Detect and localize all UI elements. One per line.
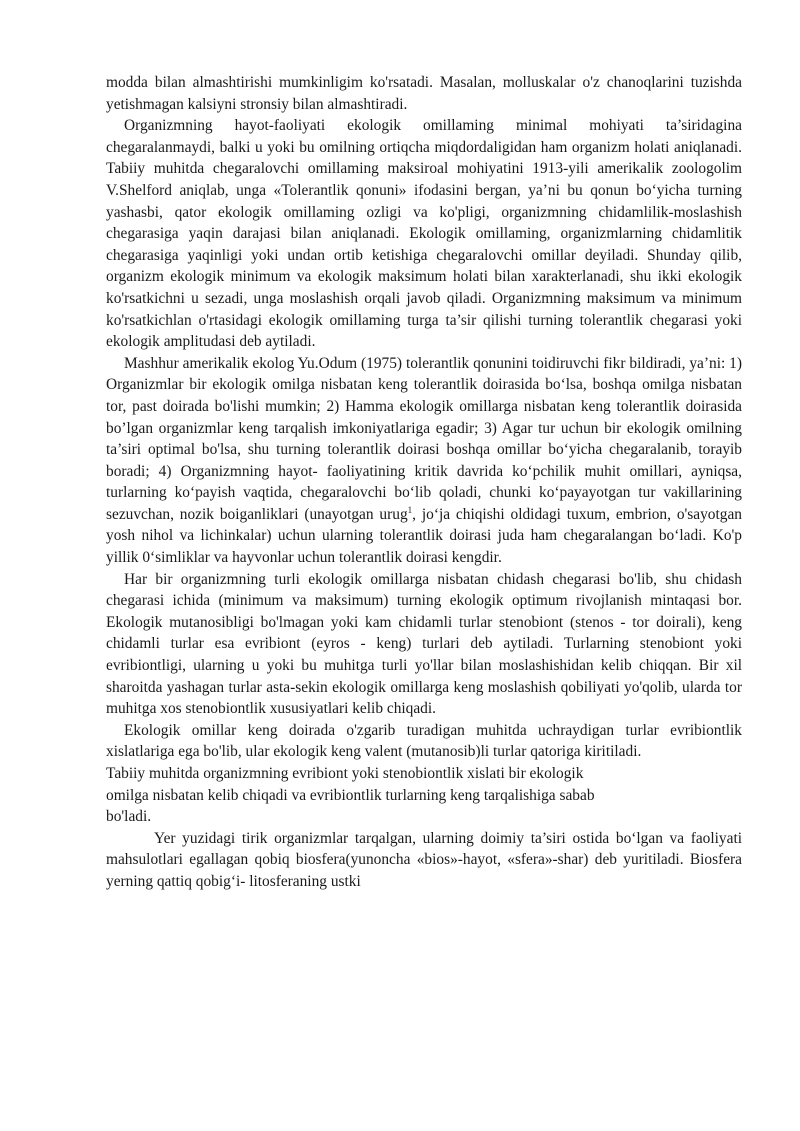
paragraph-3-text-b: , jo‘ja chiqishi oldidagi tuxum, embrion, o'sayotgan yosh nihol va lichinkalar) uchun ularning tolerantlik doirasi juda ham chegaralangan bo‘ladi. Ko'p yillik 0‘simliklar va hayvonlar uchun tolerantlik doirasi kengdir. <box>106 505 743 567</box>
paragraph-1: modda bilan almashtirishi mumkinligim ko'rsatadi. Masalan, molluskalar o'z chanoqlarini tuzishda yetishmagan kalsiyni stronsiy bilan almashtiradi. <box>106 74 742 113</box>
paragraph-6-line-1: Tabiiy muhitda organizmning evribiont yoki stenobiontlik xislati bir ekologik <box>106 765 584 782</box>
footnote-marker: 1 <box>407 504 413 515</box>
paragraph-5: Ekologik omillar keng doirada o'zgarib turadigan muhitda uchraydigan turlar evribiontlik xislatlariga ega bo'lib, ular ekologik keng valent (mutanosib)li turlar qatoriga kiritiladi. <box>106 721 742 761</box>
paragraph-2: Organizmning hayot-faoliyati ekologik omillaming minimal mohiyati ta’siridagina chegaralanmaydi, balki u yoki bu omilning ortiqcha miqdordaligidan ham organizm holati aniqlanadi. Tabiiy muhitda chegaralovchi omillaming maksiroal mohiyatini 1913-yili amerikalik zoologolim V.Shelford aniqlab, unga «Tolerantlik qonuni» ifodasini bergan, ya’ni bu qonun bo‘yicha turning yashasbi, qator ekologik omillaming ozligi va ko'pligi, organizmning chidamlilik-moslashish chegarasiga yaqin darajasi bilan aniqlanadi. Ekologik omillaming, organizmlarning chidamlitik chegarasiga yaqinligi yoki undan ortib ketishiga chegaralovchi omillar deyiladi. Shunday qilib, organizm ekologik minimum va ekologik maksimum holati bilan xarakterlanadi, shu ikki ekologik ko'rsatkichni u sezadi, unga moslashish orqali javob qiladi. Organizmning maksimum va minimum ko'rsatkichlan o'rtasidagi ekologik omillaming turga ta’sir qilishi turning tolerantlik chegarasi yoki ekologik amplitudasi deb aytiladi. <box>106 117 742 351</box>
paragraph-3 <box>106 353 742 569</box>
paragraph-3-text-a: Mashhur amerikalik ekolog Yu.Odum (1975) tolerantlik qonunini toidiruvchi fikr bildiradi, ya’ni: 1) Organizmlar bir ekologik omilga nisbatan keng tolerantlik doirasida bo‘lsa, boshqa omilga nisbatan tor, past doirada bo'lishi mumkin; 2) Hamma ekologik omillarga nisbatan keng tolerantlik doirasida bo’lgan organizmlar keng tarqalish imkoniyatlariga egadir; 3) Agar tur uchun bir ekologik omilning ta’siri optimal bo'lsa, shu turning tolerantlik doirasi boshqa omillar bo‘yicha chegaralanib, torayib boradi; 4) Organizmning hayot- faoliyatining kritik davrida ko‘pchilik muhit omillari, ayniqsa, turlarning ko‘payish vaqtida, chegaralovchi bo‘lib qoladi, chunki ko‘payayotgan tur vakillarining sezuvchan, nozik boiganliklari (unayotgan urug <box>106 354 742 523</box>
paragraph-6-line-2: omilga nisbatan kelib chiqadi va evribiontlik turlarning keng tarqalishiga sabab <box>106 786 595 804</box>
paragraph-7: Yer yuzidagi tirik organizmlar tarqalgan, ularning doimiy ta’siri ostida bo‘lgan va faoliyati mahsulotlari egallagan qobiq biosfera(yunoncha «bios»-hayot, «sfera»-shar) deb yuritiladi. Biosfera yerning qattiq qobig‘i- litosferaning ustki <box>106 829 742 890</box>
paragraph-6-line-3: bo'ladi. <box>106 808 152 826</box>
paragraph-4: Har bir organizmning turli ekologik omillarga nisbatan chidash chegarasi bo'lib, shu chidash chegarasi ichida (minimum va maksimum) turning ekologik optimum rivojlanish mintaqasi bor. Ekologik mutanosibligi bo'lmagan yoki kam chidamli turlar stenobiont (stenos - tor doirali), keng chidamli turlar esa evribiont (eyros - keng) turlari deb aytiladi. Turlarning stenobiont yoki evribiontligi, ularning u yoki bu muhitga turli yo'llar bilan moslashishidan kelib chiqqan. Bir xil sharoitda yashagan turlar asta-sekin ekologik omillarga keng moslashish qobiliyati yo'qolib, ularda tor muhitga xos stenobiontlik xususiyatlari kelib chiqadi. <box>106 570 742 718</box>
body-text <box>106 72 742 893</box>
paragraph-6 <box>106 763 742 828</box>
